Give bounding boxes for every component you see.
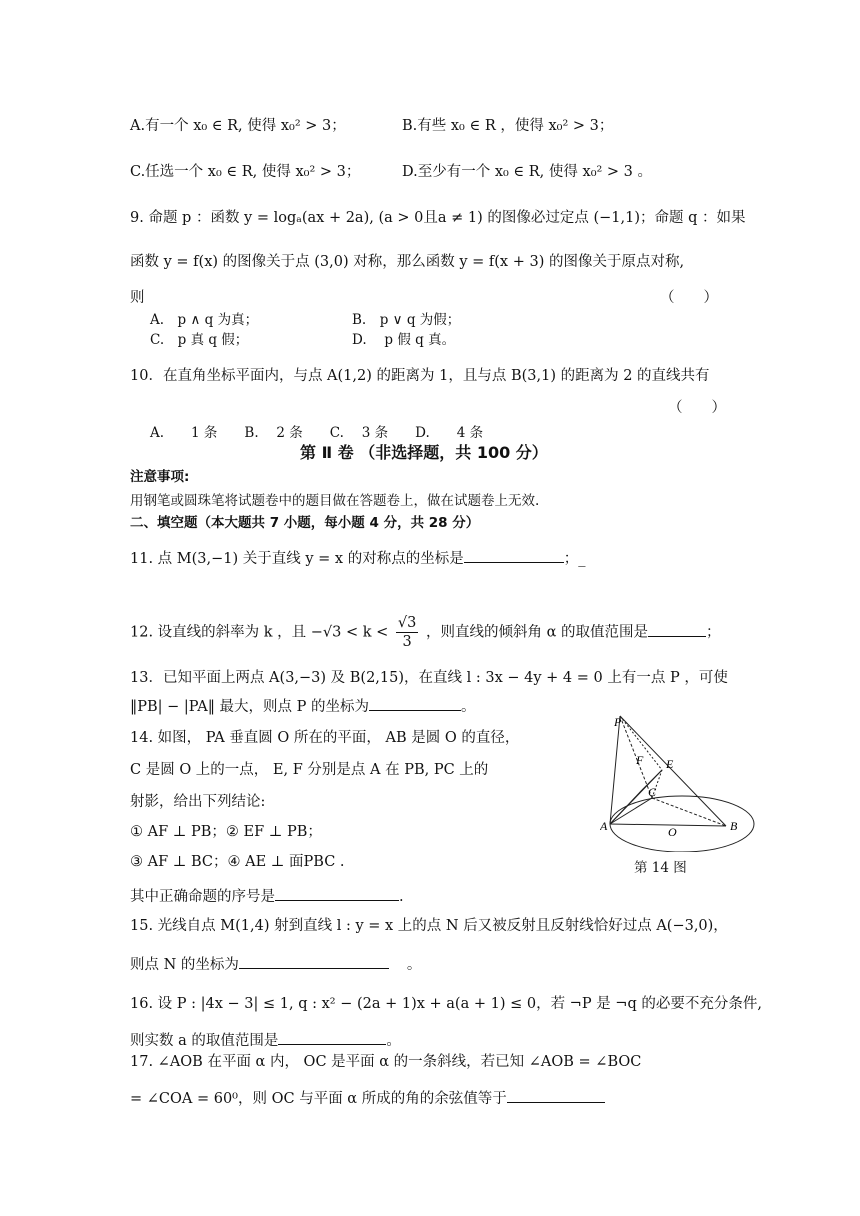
q17-line-2-wrap (130, 1086, 605, 1109)
q14-line-2: C 是圆 O 上的一点， E, F 分别是点 A 在 PB, PC 上的 (130, 762, 489, 778)
label-a: A (600, 819, 608, 833)
q11-answer-blank (464, 546, 564, 563)
q9-option-c: C. p 真 q 假； (150, 332, 249, 348)
q9-option-d: D. p 假 q 真。 (352, 332, 456, 348)
q9-line-1: 9. 命题 p ：函数 y = logₐ(ax + 2a), (a > 0且a ≠ 1) 的图像必过定点 (−1,1)；命题 q ：如果 (130, 210, 746, 226)
q15-answer-blank (239, 952, 389, 969)
q16-line-2: 则实数 a 的取值范围是 (130, 1033, 279, 1049)
notice-body: 用钢笔或圆珠笔将试题卷中的题目做在答题卷上，做在试题卷上无效. (130, 493, 540, 509)
q12-fraction (396, 614, 418, 651)
q17-line-2: = ∠COA = 60⁰，则 OC 与平面 α 所成的角的余弦值等于 (130, 1091, 507, 1107)
q14-line-6-wrap (130, 884, 404, 907)
q8-option-a: A.有一个 x₀ ∈ R, 使得 x₀² > 3； (130, 118, 346, 134)
q14-figure-caption: 第 14 图 (634, 860, 687, 876)
q9-line-2: 函数 y = f(x) 的图像关于点 (3,0) 对称，那么函数 y = f(x + 3) 的图像关于原点对称, (130, 254, 685, 270)
q13-line-2-wrap (130, 694, 476, 717)
label-b: B (730, 819, 738, 833)
label-e: E (666, 757, 674, 771)
q16-line-2-wrap (130, 1028, 401, 1051)
q9-line-3: 则 (130, 290, 145, 306)
segment-pa (610, 716, 620, 824)
q14-line-1: 14. 如图， PA 垂直圆 O 所在的平面， AB 是圆 O 的直径， (130, 730, 520, 746)
q12-answer-blank (648, 620, 706, 637)
section-2-title: 第 Ⅱ 卷 （非选择题，共 100 分） (300, 443, 548, 462)
part-2-heading: 二、填空题（本大题共 7 小题，每小题 4 分，共 28 分） (130, 515, 480, 531)
q14-line-4: ① AF ⊥ PB；② EF ⊥ PB； (130, 824, 322, 840)
q14-figure (600, 712, 760, 852)
q12-text-a: 12. 设直线的斜率为 k ，且 −√3 < k < (130, 624, 389, 641)
q16-line-1: 16. 设 P : |4x − 3| ≤ 1, q : x² − (2a + 1)x + a(a + 1) ≤ 0，若 ¬P 是 ¬q 的必要不充分条件, (130, 996, 762, 1012)
segment-pb (620, 716, 726, 826)
q15-line-2: 则点 N 的坐标为 (130, 957, 239, 973)
q10-options: A. 1 条 B. 2 条 C. 3 条 D. 4 条 (150, 425, 484, 441)
label-o: O (668, 825, 677, 839)
q14-line-5: ③ AF ⊥ BC；④ AE ⊥ 面PBC . (130, 854, 345, 870)
q9-option-b: B. p ∨ q 为假； (352, 312, 461, 328)
q16-tail: 。 (386, 1033, 401, 1049)
q17-line-1: 17. ∠AOB 在平面 α 内， OC 是平面 α 的一条斜线，若已知 ∠AOB = ∠BOC (130, 1054, 642, 1070)
q11-line (130, 546, 585, 569)
q8-option-d: D.至少有一个 x₀ ∈ R, 使得 x₀² > 3 。 (402, 164, 653, 180)
q9-answer-paren: （ ） (660, 290, 718, 306)
q16-answer-blank (278, 1028, 386, 1045)
q15-line-2-wrap (130, 952, 421, 975)
label-c: C (648, 785, 657, 799)
q17-answer-blank (507, 1086, 605, 1103)
q14-line-3: 射影，给出下列结论: (130, 794, 266, 810)
q12-frac-denominator: 3 (402, 634, 412, 650)
label-f: F (636, 753, 644, 767)
q13-line-1: 13．已知平面上两点 A(3,−3) 及 B(2,15)，在直线 l : 3x − 4y + 4 = 0 上有一点 P ，可使 (130, 670, 728, 686)
q13-tail: 。 (461, 699, 476, 715)
q14-tail: . (399, 889, 404, 905)
q12-line (130, 614, 721, 651)
q14-answer-blank (275, 884, 399, 901)
q14-line-6: 其中正确命题的序号是 (130, 889, 275, 905)
q13-answer-blank (369, 694, 461, 711)
q15-line-1: 15. 光线自点 M(1,4) 射到直线 l : y = x 上的点 N 后又被反射且反射线恰好过点 A(−3,0)， (130, 918, 728, 934)
label-p: P (614, 715, 622, 729)
q11-tail: ；_ (563, 551, 586, 567)
q11-text: 11. 点 M(3,−1) 关于直线 y = x 的对称点的坐标是 (130, 551, 464, 567)
q12-frac-numerator: √3 (397, 615, 417, 631)
q13-line-2: ‖PB| − |PA‖ 最大，则点 P 的坐标为 (130, 699, 370, 715)
q9-option-a: A. p ∧ q 为真； (150, 312, 259, 328)
notice-heading: 注意事项: (130, 469, 190, 485)
segment-cb (652, 798, 726, 826)
q10-line-1: 10．在直角坐标平面内，与点 A(1,2) 的距离为 1，且与点 B(3,1) 的距离为 2 的直线共有 (130, 368, 710, 384)
q8-option-b: B.有些 x₀ ∈ R ，使得 x₀² > 3； (402, 118, 614, 134)
q12-tail: ； (706, 624, 721, 641)
q12-text-b: ，则直线的倾斜角 α 的取值范围是 (426, 624, 649, 641)
q10-answer-paren: （ ） (668, 400, 726, 416)
q15-tail: 。 (406, 957, 422, 973)
q8-option-c: C.任选一个 x₀ ∈ R, 使得 x₀² > 3； (130, 164, 361, 180)
